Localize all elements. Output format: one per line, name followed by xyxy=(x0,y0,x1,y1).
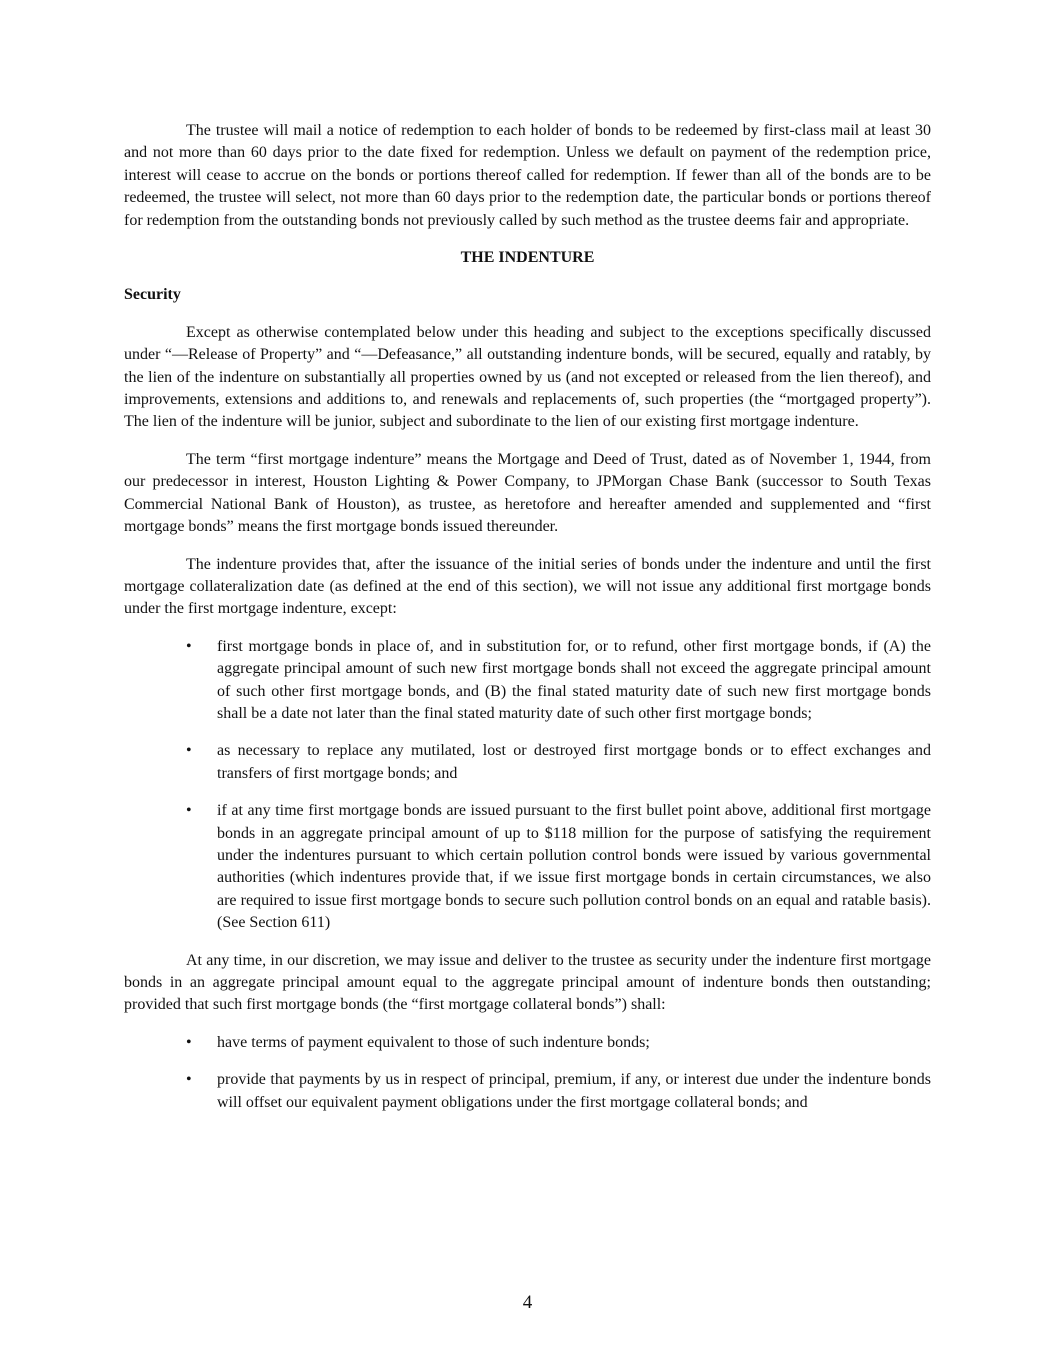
list-item xyxy=(124,740,931,785)
bullet-icon: • xyxy=(186,637,192,655)
bullet-icon: • xyxy=(186,802,192,820)
page-number: 4 xyxy=(522,1292,533,1313)
list-item-text: if at any time first mortgage bonds are issued pursuant to the first bullet point above, additional first mortgage bonds in an aggregate principal amount of up to $118 million for the purpose of satisfying the requirement under the indentures pursuant to which certain pollution control bonds were issued by various governmental authorities (which indentures provide that, if we issue first mortgage bonds in certain circumstances, we also are required to issue first mortgage bonds to secure such pollution control bonds on an equal and ratable basis). (See Section 611) xyxy=(217,802,931,932)
list-item-text: as necessary to replace any mutilated, lost or destroyed first mortgage bonds or to effect exchanges and transfers of first mortgage bonds; and xyxy=(217,742,931,782)
list-item xyxy=(124,1032,931,1054)
collateral-list xyxy=(124,1032,931,1114)
bullet-icon: • xyxy=(186,1071,192,1089)
list-item-text: provide that payments by us in respect of principal, premium, if any, or interest due under the indenture bonds will offset our equivalent payment obligations under the first mortgage collateral bonds; and xyxy=(217,1071,931,1111)
subsection-heading: Security xyxy=(124,286,181,304)
bullet-icon: • xyxy=(186,742,192,760)
list-item-text: have terms of payment equivalent to those of such indenture bonds; xyxy=(217,1033,650,1051)
bullet-icon: • xyxy=(186,1033,192,1051)
redemption-paragraph: The trustee will mail a notice of redemption to each holder of bonds to be redeemed by first-class mail at least 30 and not more than 60 days prior to the date fixed for redemption. Unless we default on payment of the redemption price, interest will cease to accrue on the bonds or portions thereof called for redemption. If fewer than all of the bonds are to be redeemed, the trustee will select, not more than 60 days prior to the redemption date, the particular bonds or portions thereof for redemption from the outstanding bonds not previously called by such method as the trustee deems fair and appropriate. xyxy=(124,122,931,229)
collateral-paragraph: At any time, in our discretion, we may issue and deliver to the trustee as security under the indenture first mortgage bonds in an aggregate principal amount equal to the aggregate principal amount of indenture bonds then outstanding; provided that such first mortgage bonds (the “first mortgage collateral bonds”) shall: xyxy=(124,951,931,1014)
document-page xyxy=(124,120,931,1129)
list-item-text: first mortgage bonds in place of, and in substitution for, or to refund, other first mortgage bonds, if (A) the aggregate principal amount of such new first mortgage bonds shall not exceed the aggregate principal amount of such other first mortgage bonds, and (B) the final stated maturity date of such new first mortgage bonds shall be a date not later than the final stated maturity date of such other first mortgage bonds; xyxy=(217,637,931,722)
list-item xyxy=(124,636,931,726)
definition-paragraph: The term “first mortgage indenture” means the Mortgage and Deed of Trust, dated as of November 1, 1944, from our predecessor in interest, Houston Lighting & Power Company, to JPMorgan Chase Bank (successor to South Texas Commercial National Bank of Houston), as trustee, as heretofore and hereafter amended and supplemented and “first mortgage bonds” means the first mortgage bonds issued thereunder. xyxy=(124,450,931,536)
list-item xyxy=(124,800,931,934)
provision-paragraph: The indenture provides that, after the issuance of the initial series of bonds under the indenture and until the first mortgage collateralization date (as defined at the end of this section), we will not issue any additional first mortgage bonds under the first mortgage indenture, except: xyxy=(124,555,931,618)
list-item xyxy=(124,1069,931,1114)
security-paragraph: Except as otherwise contemplated below under this heading and subject to the exceptions specifically discussed under “—Release of Property” and “—Defeasance,” all outstanding indenture bonds, will be secured, equally and ratably, by the lien of the indenture on substantially all properties owned by us (and not excepted or released from the lien thereof), and improvements, extensions and additions to, and renewals and replacements of, such properties (the “mortgaged property”). The lien of the indenture will be junior, subject and subordinate to the lien of our existing first mortgage indenture. xyxy=(124,323,931,431)
section-heading: THE INDENTURE xyxy=(460,249,595,267)
exceptions-list xyxy=(124,636,931,935)
